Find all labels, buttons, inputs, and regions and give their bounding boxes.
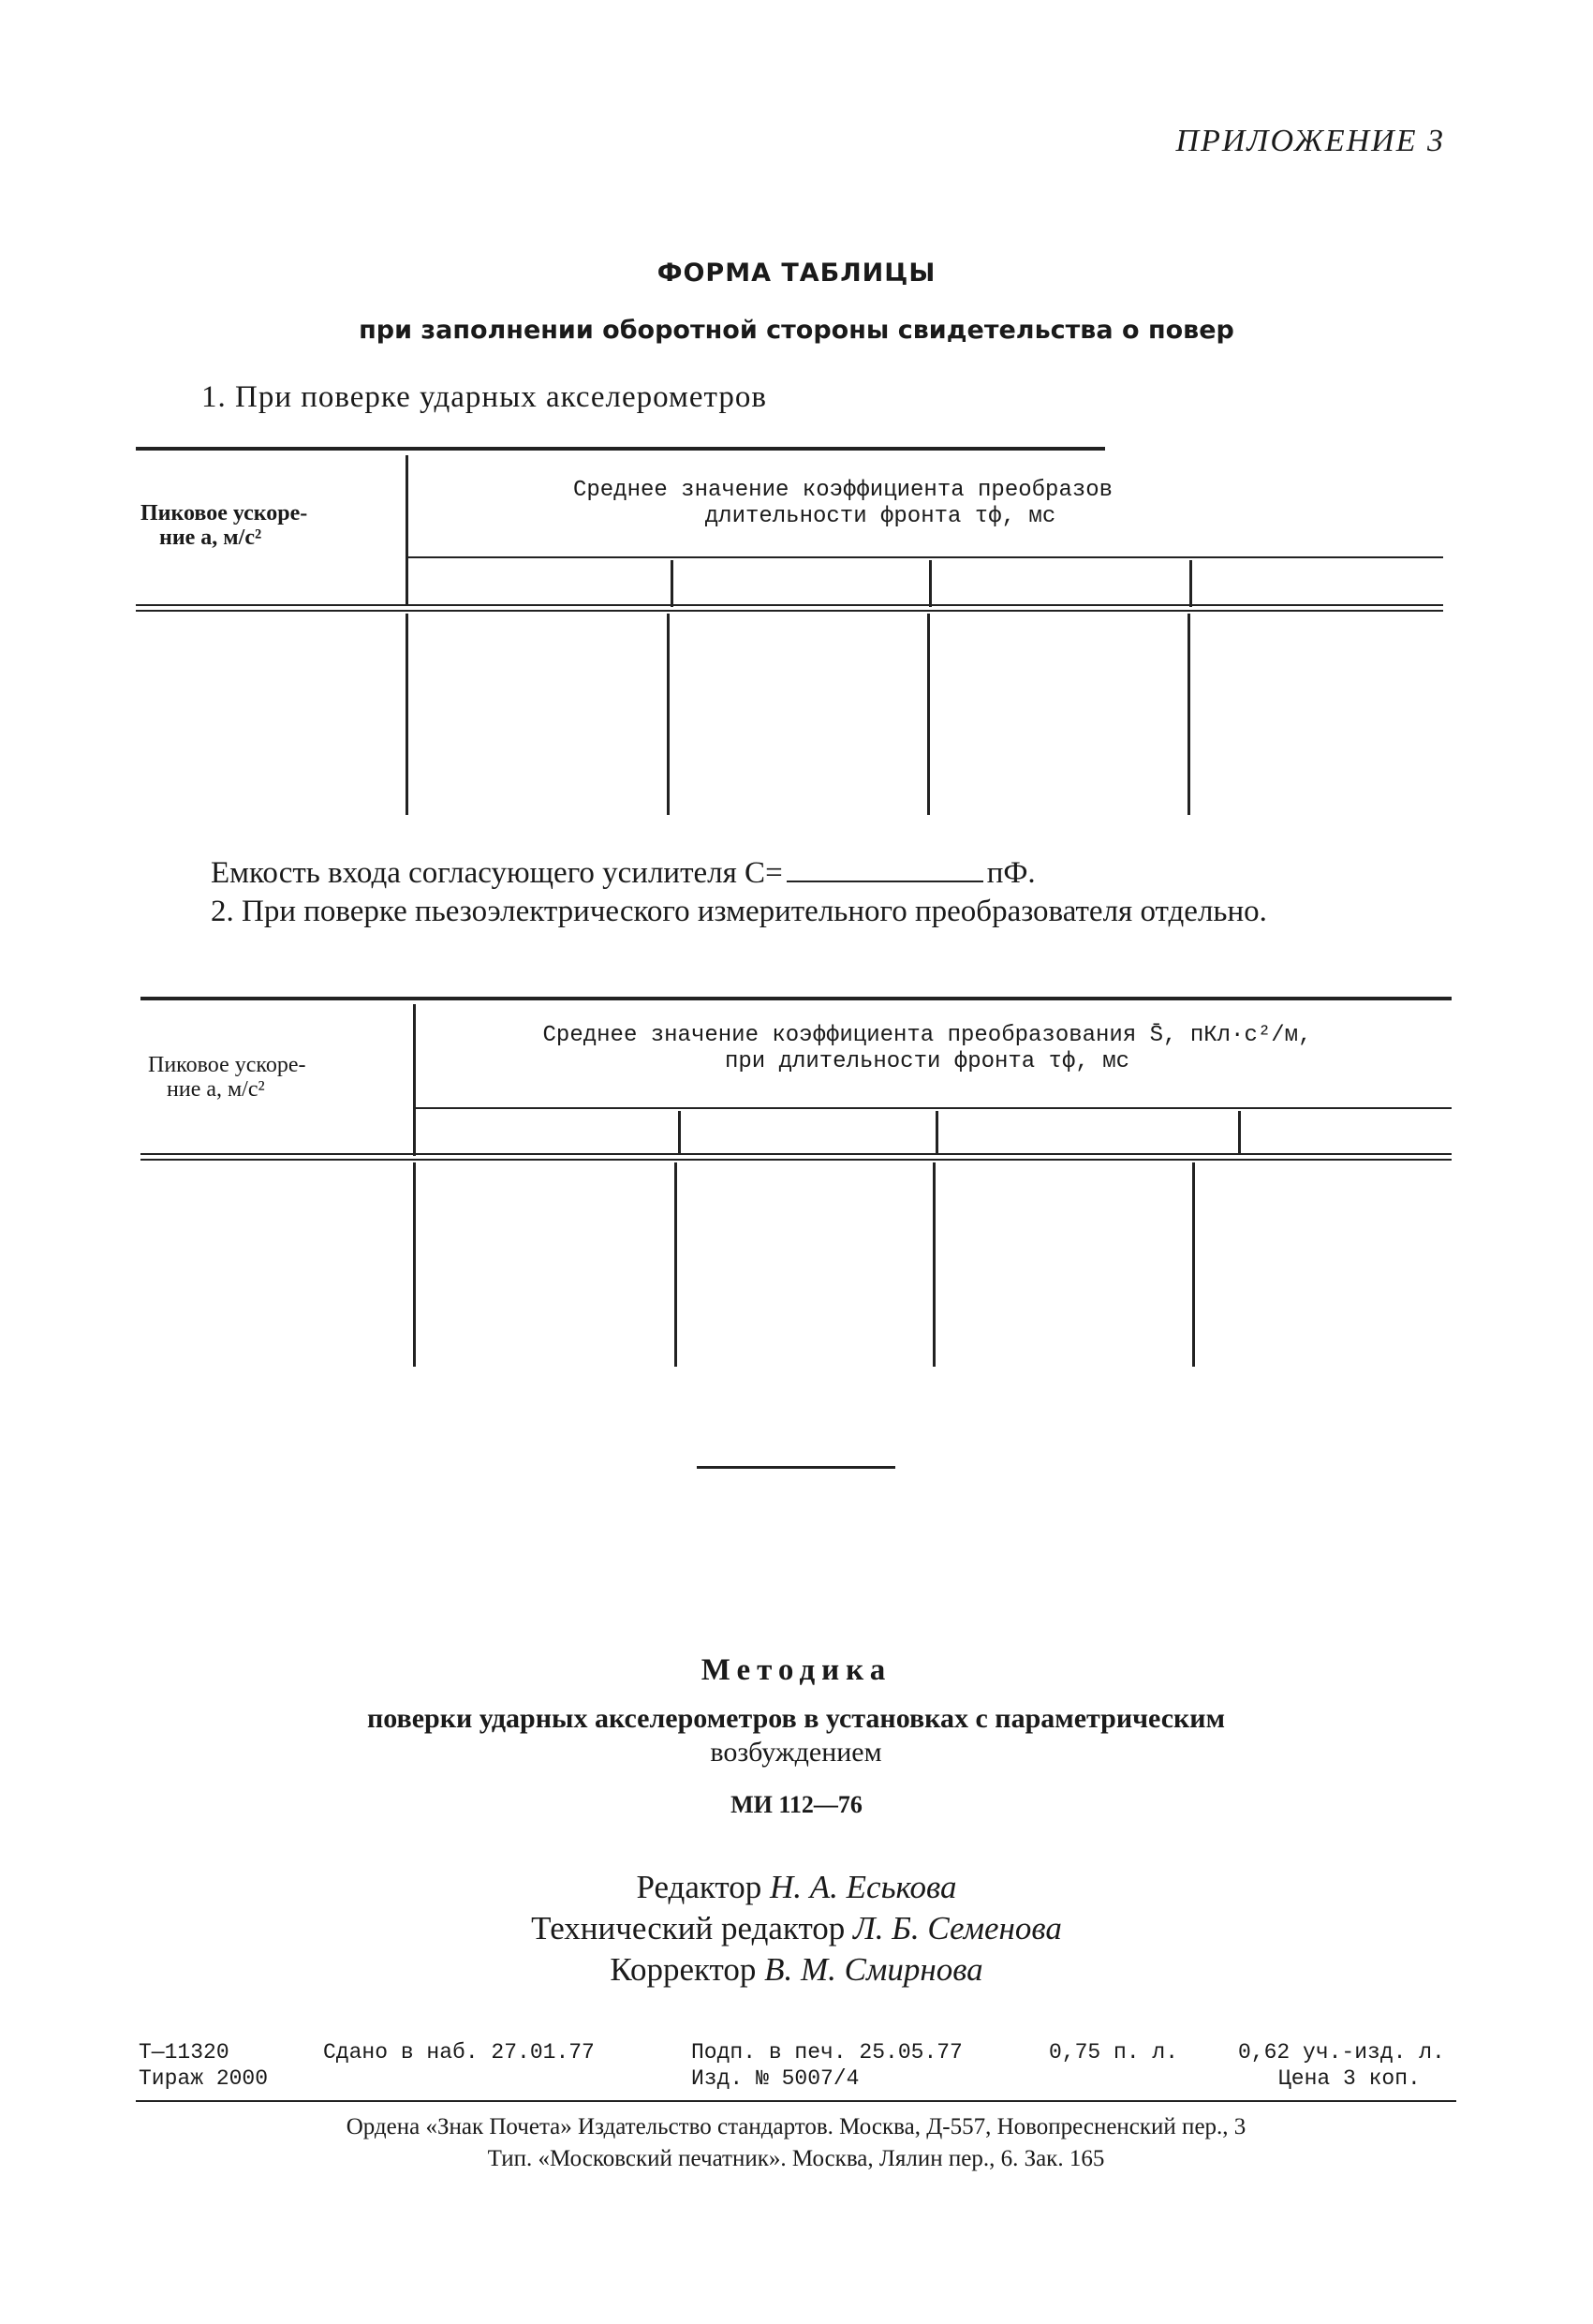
imprint-price: Цена 3 коп. (1278, 2066, 1421, 2091)
table2-header-peak-acceleration (148, 1053, 401, 1102)
tech-editor-label: Технический редактор (531, 1910, 846, 1947)
credit-editor (0, 1869, 1593, 1906)
tech-editor-name: Л. Б. Семенова (853, 1910, 1062, 1947)
section1-heading: 1. При поверке ударных акселерометров (201, 380, 767, 414)
section-separator (697, 1466, 895, 1469)
table2-subcol-line (678, 1111, 681, 1153)
table1-header-left-line2: ние a, м/с² (159, 525, 262, 550)
imprint-edition: Изд. № 5007/4 (691, 2066, 860, 2091)
imprint-pub-sheets: 0,62 уч.-изд. л. (1238, 2040, 1445, 2065)
table1-header-main-line2: длительности фронта τф, мс (704, 504, 1056, 529)
imprint-rule (136, 2100, 1456, 2102)
appendix-label: ПРИЛОЖЕНИЕ 3 (1175, 124, 1445, 158)
form-title: ФОРМА ТАБЛИЦЫ (656, 259, 937, 288)
imprint-submitted: Сдано в наб. 27.01.77 (323, 2040, 595, 2065)
footer-printer: Тип. «Московский печатник». Москва, Лялин пер., 6. Зак. 165 (487, 2146, 1105, 2171)
table2-body-col-line (413, 1162, 416, 1367)
proofreader-name: В. М. Смирнова (764, 1951, 983, 1988)
table2-body-col-line (933, 1162, 936, 1367)
editor-name: Н. А. Еськова (770, 1869, 957, 1905)
table2-body-col-line (1192, 1162, 1195, 1367)
table2-double-rule (140, 1153, 1452, 1155)
table2-subheader-rule (416, 1107, 1452, 1109)
table2-subcol-line (936, 1111, 938, 1153)
methodology-title: Методика (701, 1653, 892, 1687)
editor-label: Редактор (636, 1869, 762, 1905)
table2-header-main-line1: Среднее значение коэффициента преобразования S̄, пКл·с²/м, (542, 1023, 1312, 1048)
table2-body-col-line (674, 1162, 677, 1367)
table2-double-rule (140, 1159, 1452, 1161)
capacity-unit: пФ. (986, 856, 1036, 890)
imprint-signed: Подп. в печ. 25.05.77 (691, 2040, 963, 2065)
table2-header-divider (413, 1004, 416, 1156)
table2-header-main-line2: при длительности фронта τф, мс (724, 1049, 1130, 1074)
imprint-circulation: Тираж 2000 (139, 2066, 269, 2091)
imprint-sheets: 0,75 п. л. (1049, 2040, 1179, 2065)
methodology-desc-line1: поверки ударных акселерометров в установках с параметрическим (366, 1703, 1226, 1734)
form-subtitle: при заполнении оборотной стороны свидетельства о повер (359, 316, 1234, 345)
table2-header-coefficient (440, 1023, 1414, 1075)
methodology-desc-line2: возбуждением (710, 1737, 882, 1768)
credit-proofreader (0, 1951, 1593, 1989)
imprint-order: Т—11320 (139, 2040, 229, 2065)
table1-header-left-line1: Пиковое ускоре- (140, 501, 308, 525)
credit-tech-editor (0, 1910, 1593, 1947)
table1-header-main-line1: Среднее значение коэффициента преобразов (572, 478, 1114, 503)
table2-header-left-line1: Пиковое ускоре- (148, 1053, 306, 1077)
table2-top-rule (140, 997, 1452, 1000)
table2-header-left-line2: ние a, м/с² (167, 1077, 265, 1102)
methodology-description (234, 1702, 1358, 1769)
table2-subcol-line (1238, 1111, 1241, 1153)
footer-publisher: Ордена «Знак Почета» Издательство стандартов. Москва, Д-557, Новопресненский пер., 3 (346, 2114, 1246, 2139)
methodology-code: МИ 112—76 (730, 1791, 863, 1818)
capacity-label: Емкость входа согласующего усилителя C= (211, 856, 783, 890)
section2-heading: 2. При поверке пьезоэлектрического измерительного преобразователя отдельно. (211, 895, 1267, 928)
proofreader-label: Корректор (610, 1951, 757, 1988)
